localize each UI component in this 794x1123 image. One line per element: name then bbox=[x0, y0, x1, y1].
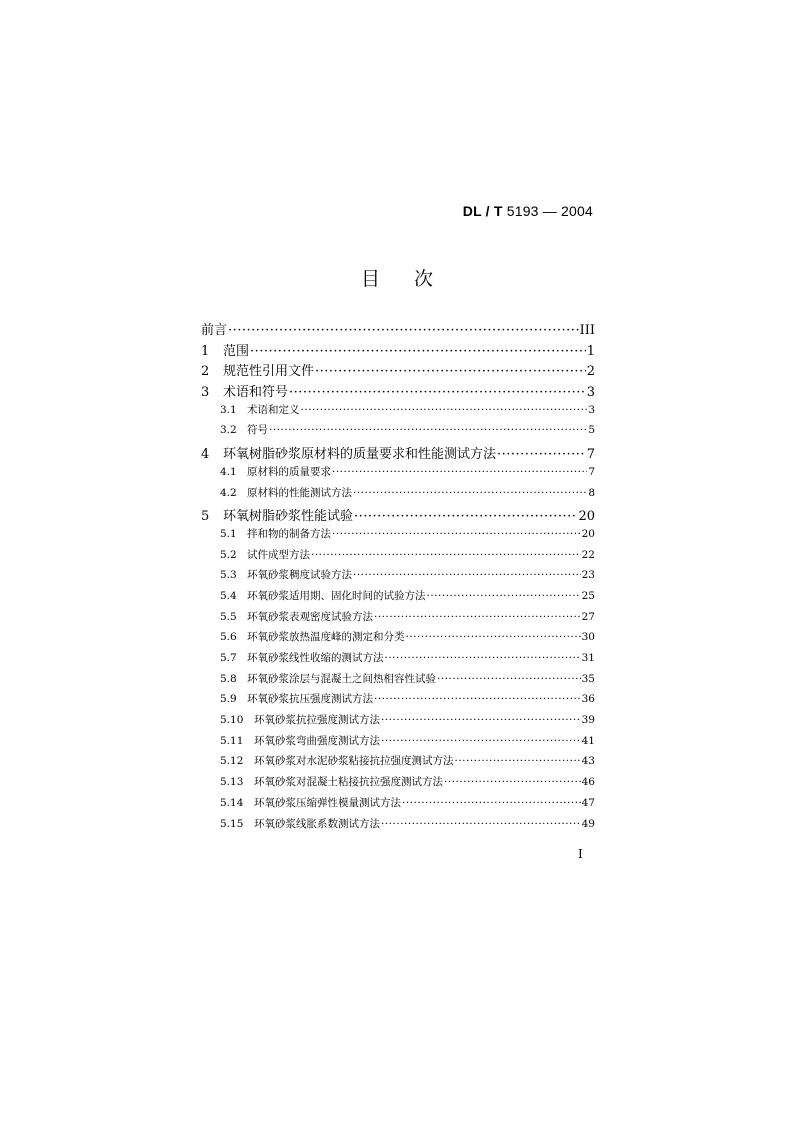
toc-entry-title: 环氧砂浆对水泥砂浆粘接抗拉强度测试方法 bbox=[254, 755, 454, 768]
toc-entry-title: 环氧砂浆线性收缩的测试方法 bbox=[247, 652, 384, 664]
toc-entry-title: 前言 bbox=[201, 323, 228, 338]
toc-entry-page: 2 bbox=[586, 364, 595, 380]
toc-entry[interactable] bbox=[201, 381, 595, 402]
toc-entry-page: 46 bbox=[581, 776, 595, 789]
toc-entry-number: 5.1 bbox=[220, 527, 237, 540]
toc-entry-title: 环氧砂浆涂层与混凝土之间热相容性试验 bbox=[247, 672, 436, 685]
toc-entry-page: 49 bbox=[581, 817, 595, 830]
toc-entry-title: 环氧树脂砂浆原材料的质量要求和性能测试方法 bbox=[223, 447, 497, 463]
toc-entry[interactable] bbox=[201, 567, 595, 588]
toc-entry-number: 5.6 bbox=[220, 631, 237, 644]
toc-entry-title: 环氧砂浆线胀系数测试方法 bbox=[254, 817, 380, 830]
toc-leader-dots bbox=[385, 652, 581, 664]
toc-entry-number: 4.1 bbox=[220, 465, 237, 478]
toc-entry-number: 4.2 bbox=[220, 486, 237, 499]
toc-entry-page: 23 bbox=[581, 569, 595, 582]
toc-entry-page: 3 bbox=[588, 403, 595, 416]
toc-entry-page: 30 bbox=[581, 631, 595, 644]
toc-leader-dots bbox=[250, 344, 586, 359]
toc-entry[interactable] bbox=[201, 712, 595, 733]
toc-entry-page: 35 bbox=[581, 672, 595, 685]
toc-leader-dots bbox=[311, 549, 581, 561]
toc-entry-number: 2 bbox=[201, 364, 210, 380]
toc-entry-title: 环氧砂浆稠度试验方法 bbox=[247, 569, 352, 582]
toc-entry[interactable] bbox=[201, 795, 595, 816]
toc-entry-page: 7 bbox=[586, 447, 595, 463]
toc-entry[interactable] bbox=[201, 650, 595, 671]
toc-entry[interactable] bbox=[201, 319, 595, 340]
toc-entry[interactable] bbox=[201, 464, 595, 485]
toc-entry-title: 环氧砂浆表观密度试验方法 bbox=[247, 610, 373, 623]
toc-entry[interactable] bbox=[201, 691, 595, 712]
toc-entry-page: 47 bbox=[581, 796, 595, 809]
toc-leader-dots bbox=[289, 385, 586, 400]
toc-leader-dots bbox=[381, 714, 581, 726]
toc-entry-page: 5 bbox=[588, 424, 595, 437]
toc-entry-page: 8 bbox=[588, 486, 595, 499]
toc-entry-number: 5.14 bbox=[220, 796, 244, 809]
toc-entry-number: 5.12 bbox=[220, 755, 244, 768]
toc-entry[interactable] bbox=[201, 733, 595, 754]
toc-entry-title: 环氧砂浆抗拉强度测试方法 bbox=[254, 714, 380, 727]
toc-leader-dots bbox=[402, 797, 581, 809]
toc-entry-title: 术语和定义 bbox=[247, 403, 300, 416]
toc-leader-dots bbox=[455, 755, 581, 767]
toc-leader-dots bbox=[381, 735, 581, 747]
toc-entry-number: 5 bbox=[201, 509, 210, 525]
toc-entry-number: 4 bbox=[201, 447, 210, 463]
toc-entry-number: 3 bbox=[201, 385, 210, 401]
toc-leader-dots bbox=[353, 487, 587, 499]
toc-entry-page: 36 bbox=[581, 693, 595, 706]
toc-entry-title: 环氧砂浆抗压强度测试方法 bbox=[247, 693, 373, 706]
toc-entry-title: 范围 bbox=[223, 343, 250, 359]
toc-entry[interactable] bbox=[201, 485, 595, 506]
toc-entry[interactable] bbox=[201, 340, 595, 361]
toc-entry[interactable] bbox=[201, 505, 595, 526]
standard-code bbox=[463, 203, 593, 219]
toc-entry-title: 环氧砂浆压缩弹性模量测试方法 bbox=[254, 796, 401, 809]
toc-entry[interactable] bbox=[201, 422, 595, 443]
toc-entry[interactable] bbox=[201, 360, 595, 381]
toc-entry-title: 原材料的质量要求 bbox=[247, 465, 331, 478]
toc-entry-title: 符号 bbox=[247, 424, 268, 437]
toc-entry-page: 20 bbox=[581, 527, 595, 540]
toc-entry-page: 20 bbox=[578, 509, 595, 525]
toc-entry[interactable] bbox=[201, 547, 595, 568]
toc-entry-page: 3 bbox=[586, 385, 595, 401]
toc-entry-number: 5.15 bbox=[220, 817, 244, 830]
standard-code-prefix: DL / T bbox=[462, 203, 503, 219]
toc-entry-page: 7 bbox=[588, 465, 595, 478]
toc-leader-dots bbox=[228, 323, 579, 338]
toc-leader-dots bbox=[437, 673, 581, 685]
toc-entry-page: 22 bbox=[581, 548, 595, 561]
toc-entry[interactable] bbox=[201, 629, 595, 650]
toc-entry-number: 5.7 bbox=[220, 652, 237, 664]
toc-leader-dots bbox=[381, 818, 581, 830]
table-of-contents bbox=[201, 319, 595, 836]
toc-leader-dots bbox=[497, 447, 586, 462]
toc-entry-number: 5.9 bbox=[220, 693, 237, 706]
toc-leader-dots bbox=[354, 509, 577, 524]
toc-entry[interactable] bbox=[201, 609, 595, 630]
toc-entry-title: 环氧树脂砂浆性能试验 bbox=[223, 509, 354, 525]
toc-entry[interactable] bbox=[201, 774, 595, 795]
toc-entry-page: 31 bbox=[581, 652, 595, 664]
page-title: 目次 bbox=[360, 268, 467, 290]
toc-leader-dots bbox=[374, 611, 581, 623]
toc-leader-dots bbox=[301, 404, 588, 416]
toc-leader-dots bbox=[353, 569, 581, 581]
standard-code-number: 5193 — 2004 bbox=[506, 203, 593, 219]
toc-entry-number: 1 bbox=[201, 343, 210, 359]
toc-entry-number: 5.10 bbox=[220, 714, 244, 727]
toc-leader-dots bbox=[332, 466, 587, 478]
toc-entry[interactable] bbox=[201, 753, 595, 774]
toc-entry-number: 5.5 bbox=[220, 610, 237, 623]
toc-leader-dots bbox=[315, 364, 586, 379]
toc-entry-title: 术语和符号 bbox=[223, 385, 289, 401]
toc-entry-page: 39 bbox=[581, 714, 595, 727]
toc-entry-number: 5.13 bbox=[220, 776, 244, 789]
toc-leader-dots bbox=[427, 590, 581, 602]
toc-entry-page: 25 bbox=[581, 589, 595, 602]
toc-leader-dots bbox=[332, 528, 581, 540]
toc-entry-title: 规范性引用文件 bbox=[223, 364, 315, 380]
toc-entry[interactable] bbox=[201, 671, 595, 692]
toc-leader-dots bbox=[444, 776, 581, 788]
toc-entry[interactable] bbox=[201, 816, 595, 837]
toc-entry[interactable] bbox=[201, 526, 595, 547]
toc-entry-number: 3.2 bbox=[220, 424, 237, 437]
toc-entry-number: 5.3 bbox=[220, 569, 237, 582]
toc-entry-title: 拌和物的制备方法 bbox=[247, 527, 331, 540]
toc-leader-dots bbox=[406, 631, 581, 643]
toc-entry-number: 5.11 bbox=[220, 734, 244, 747]
toc-entry-number: 5.4 bbox=[220, 589, 237, 602]
toc-entry-title: 原材料的性能测试方法 bbox=[247, 486, 352, 499]
toc-entry-number: 3.1 bbox=[220, 403, 237, 416]
toc-entry-page: 1 bbox=[586, 343, 595, 359]
toc-entry-title: 环氧砂浆对混凝土粘接抗拉强度测试方法 bbox=[254, 776, 443, 789]
toc-entry[interactable] bbox=[201, 588, 595, 609]
toc-leader-dots bbox=[374, 693, 581, 705]
toc-entry-page: III bbox=[579, 323, 595, 338]
toc-entry-number: 5.8 bbox=[220, 672, 237, 685]
toc-entry-page: 27 bbox=[581, 610, 595, 623]
page-number: I bbox=[578, 847, 583, 861]
toc-entry-title: 试件成型方法 bbox=[247, 548, 310, 561]
toc-entry-title: 环氧砂浆放热温度峰的测定和分类 bbox=[247, 631, 405, 644]
toc-entry-number: 5.2 bbox=[220, 548, 237, 561]
toc-entry-title: 环氧砂浆弯曲强度测试方法 bbox=[254, 734, 380, 747]
toc-entry-page: 41 bbox=[581, 734, 595, 747]
toc-entry-page: 43 bbox=[581, 755, 595, 768]
toc-entry[interactable] bbox=[201, 402, 595, 423]
toc-entry[interactable] bbox=[201, 443, 595, 464]
toc-entry-title: 环氧砂浆适用期、固化时间的试验方法 bbox=[247, 589, 426, 602]
toc-leader-dots bbox=[269, 424, 587, 436]
